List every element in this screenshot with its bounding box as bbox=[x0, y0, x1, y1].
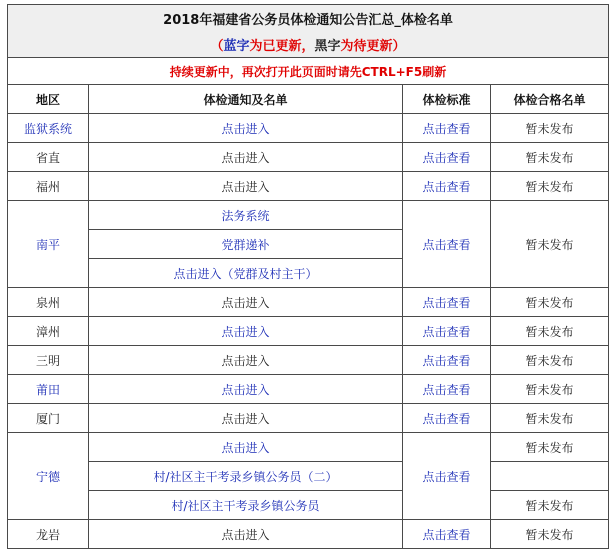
legend-close: ） bbox=[392, 38, 406, 54]
notice-link[interactable]: 点击进入 bbox=[89, 346, 403, 375]
notice-link[interactable]: 点击进入 bbox=[89, 288, 403, 317]
table-row bbox=[8, 172, 609, 201]
notice-link[interactable]: 点击进入 bbox=[89, 375, 403, 404]
table-row bbox=[8, 201, 609, 230]
table-row bbox=[8, 346, 609, 375]
notice-link[interactable]: 点击进入 bbox=[89, 172, 403, 201]
standard-link[interactable]: 点击查看 bbox=[403, 375, 491, 404]
standard-link[interactable]: 点击查看 bbox=[403, 172, 491, 201]
table-row bbox=[8, 404, 609, 433]
col-header-pass: 体检合格名单 bbox=[491, 85, 609, 114]
table-row bbox=[8, 433, 609, 462]
region-cell: 监狱系统 bbox=[8, 114, 89, 143]
table-row bbox=[8, 114, 609, 143]
region-cell: 龙岩 bbox=[8, 520, 89, 549]
region-cell: 南平 bbox=[8, 201, 89, 288]
col-header-notice: 体检通知及名单 bbox=[89, 85, 403, 114]
standard-link[interactable]: 点击查看 bbox=[403, 288, 491, 317]
notice-link[interactable]: 党群递补 bbox=[89, 230, 403, 259]
pass-status: 暂未发布 bbox=[491, 114, 609, 143]
table-row bbox=[8, 288, 609, 317]
summary-table-wrapper bbox=[7, 4, 608, 549]
legend-row bbox=[8, 31, 609, 58]
region-cell: 三明 bbox=[8, 346, 89, 375]
standard-link[interactable]: 点击查看 bbox=[403, 317, 491, 346]
table-row bbox=[8, 143, 609, 172]
notice-link[interactable]: 点击进入 bbox=[89, 317, 403, 346]
notice-link[interactable]: 点击进入 bbox=[89, 404, 403, 433]
standard-link[interactable]: 点击查看 bbox=[403, 520, 491, 549]
standard-link[interactable]: 点击查看 bbox=[403, 346, 491, 375]
standard-link[interactable]: 点击查看 bbox=[403, 404, 491, 433]
notice-link[interactable]: 点击进入（党群及村主干） bbox=[89, 259, 403, 288]
notice-link[interactable]: 村/社区主干考录乡镇公务员（二） bbox=[89, 462, 403, 491]
region-cell: 莆田 bbox=[8, 375, 89, 404]
legend-black-word: 黑字 bbox=[314, 38, 341, 54]
pass-status: 暂未发布 bbox=[491, 491, 609, 520]
pass-status: 暂未发布 bbox=[491, 143, 609, 172]
legend-open: （ bbox=[210, 38, 224, 54]
notice-link[interactable]: 点击进入 bbox=[89, 433, 403, 462]
notice-row bbox=[8, 58, 609, 85]
region-cell: 漳州 bbox=[8, 317, 89, 346]
notice-link[interactable]: 村/社区主干考录乡镇公务员 bbox=[89, 491, 403, 520]
legend-blue-word: 蓝字 bbox=[223, 38, 250, 54]
col-header-standard: 体检标准 bbox=[403, 85, 491, 114]
standard-link[interactable]: 点击查看 bbox=[403, 201, 491, 288]
standard-link[interactable]: 点击查看 bbox=[403, 114, 491, 143]
table-row bbox=[8, 375, 609, 404]
pass-status: 暂未发布 bbox=[491, 288, 609, 317]
legend-updated-text: 为已更新， bbox=[249, 38, 315, 54]
physical-exam-table bbox=[7, 4, 609, 549]
legend-pending-text: 为待更新 bbox=[340, 38, 393, 54]
pass-status: 暂未发布 bbox=[491, 433, 609, 462]
pass-status: 暂未发布 bbox=[491, 346, 609, 375]
pass-status: 暂未发布 bbox=[491, 375, 609, 404]
pass-status bbox=[491, 462, 609, 491]
column-header-row bbox=[8, 85, 609, 114]
title-row bbox=[8, 5, 609, 32]
col-header-region: 地区 bbox=[8, 85, 89, 114]
color-legend bbox=[8, 31, 609, 58]
pass-status: 暂未发布 bbox=[491, 172, 609, 201]
pass-status: 暂未发布 bbox=[491, 201, 609, 288]
standard-link[interactable]: 点击查看 bbox=[403, 143, 491, 172]
table-row bbox=[8, 462, 609, 491]
refresh-notice: 持续更新中，再次打开此页面时请先CTRL+F5刷新 bbox=[8, 58, 609, 85]
region-cell: 福州 bbox=[8, 172, 89, 201]
pass-status: 暂未发布 bbox=[491, 520, 609, 549]
table-row bbox=[8, 520, 609, 549]
notice-link[interactable]: 点击进入 bbox=[89, 114, 403, 143]
region-cell: 厦门 bbox=[8, 404, 89, 433]
table-row bbox=[8, 317, 609, 346]
pass-status: 暂未发布 bbox=[491, 317, 609, 346]
notice-link[interactable]: 法务系统 bbox=[89, 201, 403, 230]
standard-link[interactable]: 点击查看 bbox=[403, 433, 491, 520]
table-row bbox=[8, 491, 609, 520]
region-cell: 泉州 bbox=[8, 288, 89, 317]
region-cell: 省直 bbox=[8, 143, 89, 172]
page-title: 2018年福建省公务员体检通知公告汇总_体检名单 bbox=[8, 5, 609, 32]
pass-status: 暂未发布 bbox=[491, 404, 609, 433]
notice-link[interactable]: 点击进入 bbox=[89, 143, 403, 172]
region-cell: 宁德 bbox=[8, 433, 89, 520]
notice-link[interactable]: 点击进入 bbox=[89, 520, 403, 549]
